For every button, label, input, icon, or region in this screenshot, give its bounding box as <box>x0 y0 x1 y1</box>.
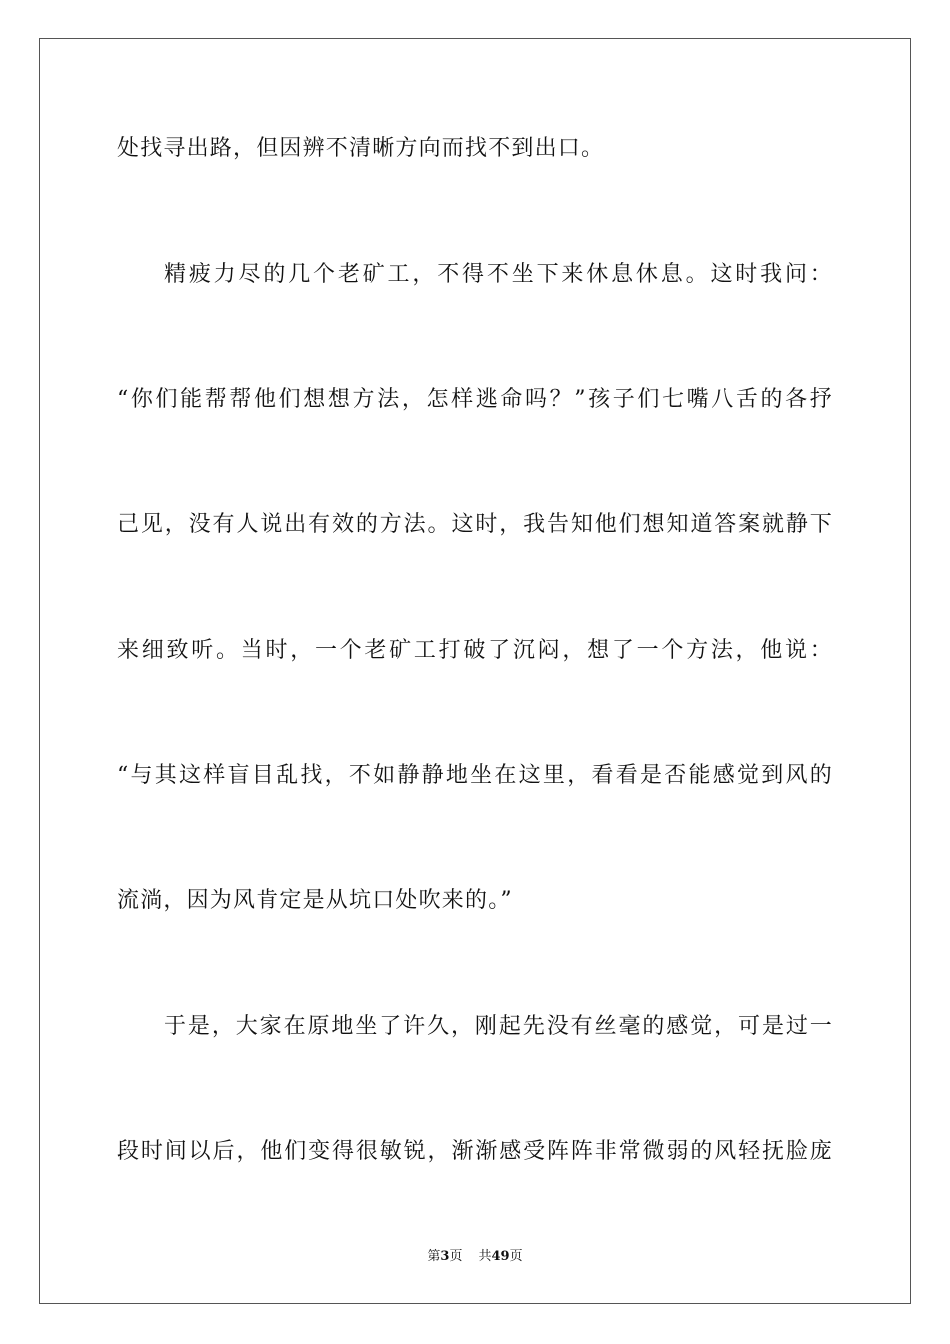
footer-page-number: 3 <box>440 1249 450 1264</box>
page-footer <box>0 1248 950 1266</box>
footer-total-number: 49 <box>491 1249 510 1264</box>
footer-page-prefix: 第 <box>427 1249 441 1264</box>
text-line-3: “你们能帮帮他们想想方法，怎样逃命吗？”孩子们七嘴八舌的各抒 <box>117 387 833 412</box>
text-line-9: 段时间以后，他们变得很敏锐，渐渐感受阵阵非常微弱的风轻抚脸庞 <box>117 1139 833 1164</box>
footer-total-suffix: 页 <box>509 1249 523 1264</box>
footer-total-prefix: 共 <box>478 1249 492 1264</box>
text-line-5: 来细致听。当时，一个老矿工打破了沉闷，想了一个方法，他说： <box>117 638 833 663</box>
text-line-8: 于是，大家在原地坐了许久，刚起先没有丝毫的感觉，可是过一 <box>164 1014 833 1039</box>
footer-page-suffix: 页 <box>449 1249 463 1264</box>
text-line-2: 精疲力尽的几个老矿工，不得不坐下来休息休息。这时我问： <box>164 262 833 287</box>
text-line-1: 处找寻出路，但因辨不清晰方向而找不到出口。 <box>117 136 605 161</box>
page-border <box>39 38 911 1304</box>
text-line-6: “与其这样盲目乱找，不如静静地坐在这里，看看是否能感觉到风的 <box>117 763 833 788</box>
text-line-4: 己见，没有人说出有效的方法。这时，我告知他们想知道答案就静下 <box>117 512 833 537</box>
text-line-7: 流淌，因为风肯定是从坑口处吹来的。” <box>117 888 513 913</box>
